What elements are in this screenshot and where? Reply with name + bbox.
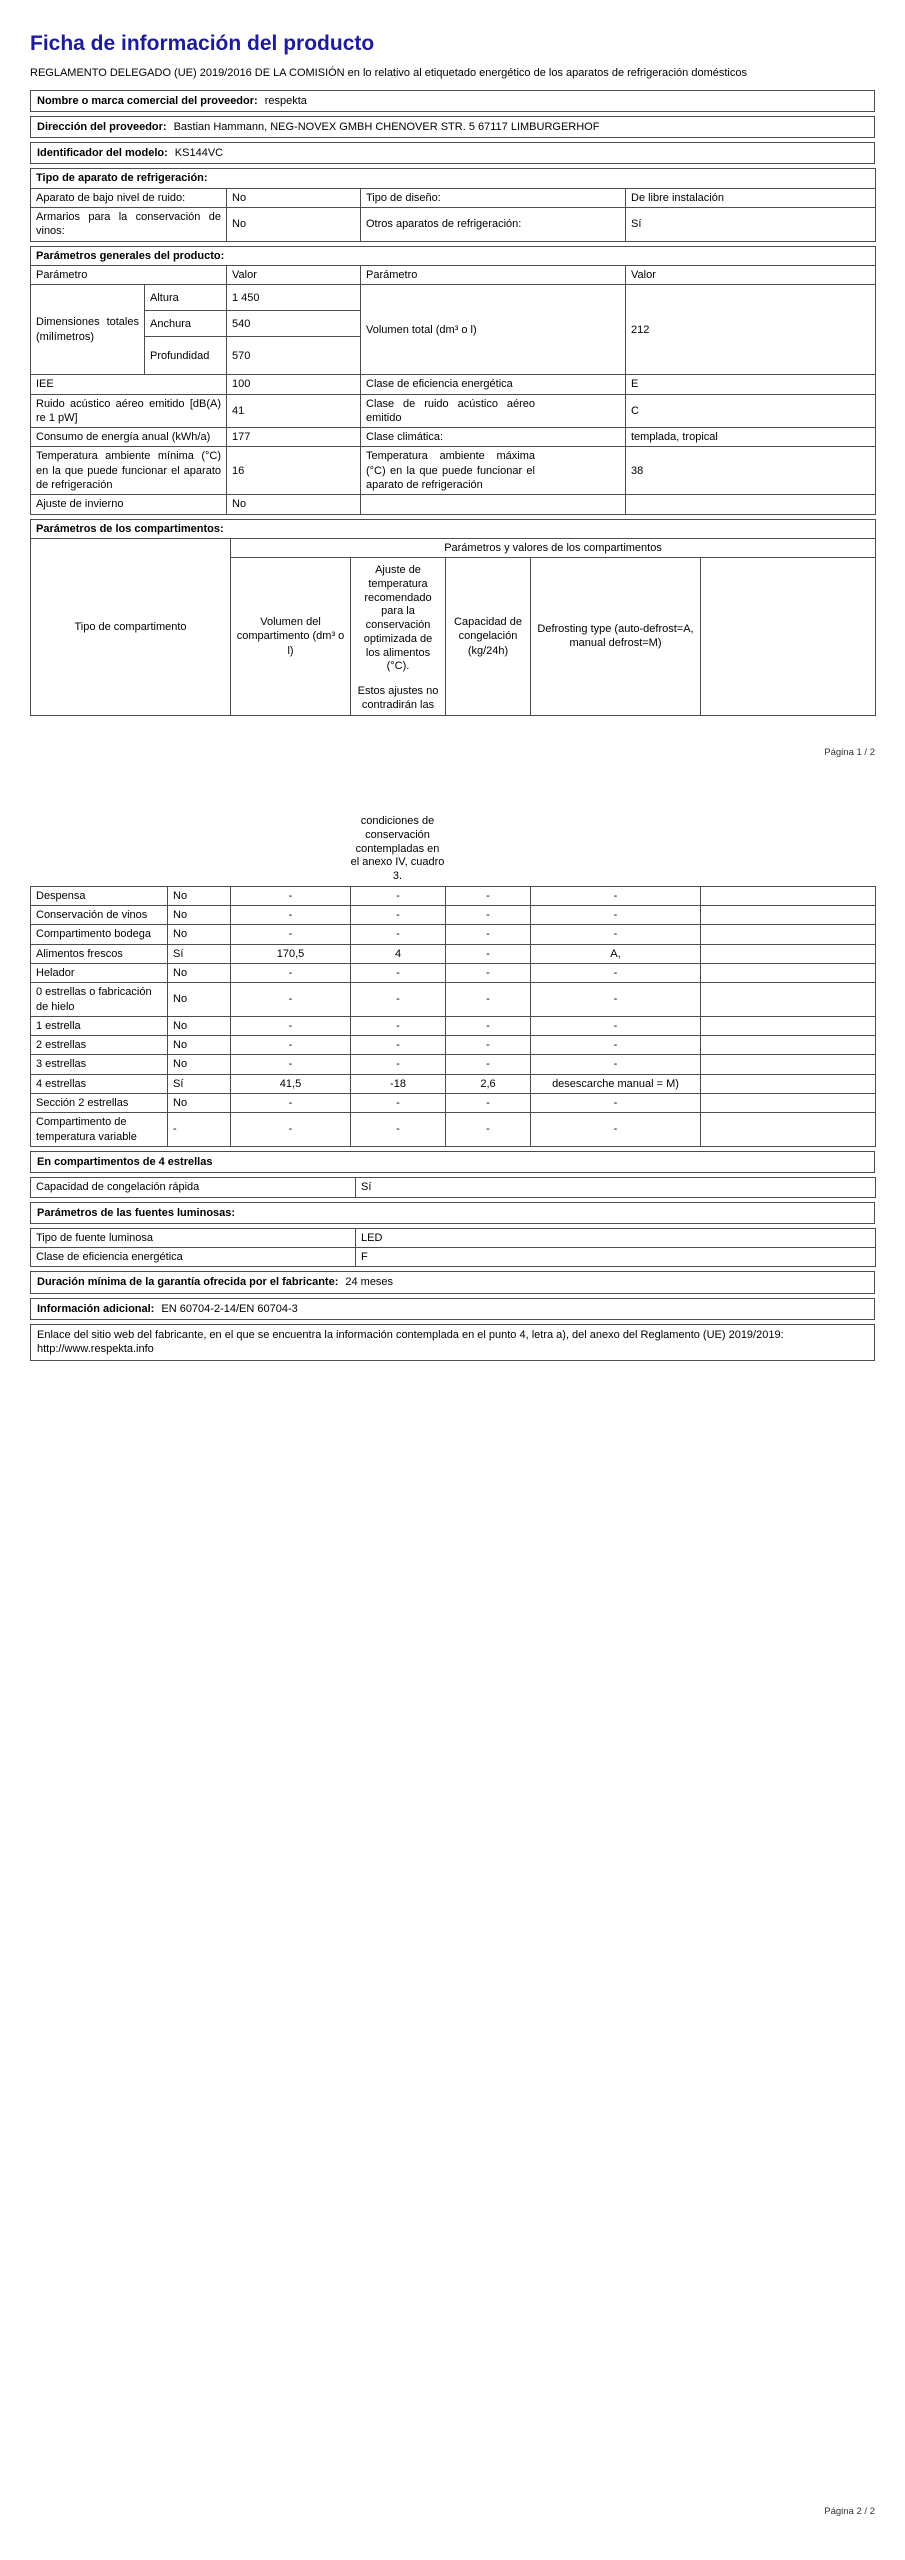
col-header-compartment-type: Tipo de compartimento	[31, 538, 231, 715]
compartment-row	[31, 906, 876, 925]
supplier-address-label: Dirección del proveedor:	[37, 120, 167, 133]
parameter-row	[31, 447, 876, 495]
compartment-empty-cell	[701, 1036, 876, 1055]
col-header-value: Valor	[626, 265, 876, 284]
compartment-empty-cell	[701, 925, 876, 944]
additional-info-label: Información adicional:	[37, 1302, 155, 1315]
compartment-name: Conservación de vinos	[31, 906, 168, 925]
compartment-row	[31, 1094, 876, 1113]
compartment-present: Sí	[168, 1074, 231, 1093]
compartment-defrost: -	[531, 1094, 701, 1113]
param-label-left: Consumo de energía anual (kWh/a)	[31, 428, 227, 447]
compartment-present: No	[168, 1016, 231, 1035]
param-label-right: Temperatura ambiente máxima (°C) en la que puede funcionar el aparato de refrigeración	[361, 447, 626, 495]
compartment-volume: -	[231, 983, 351, 1017]
compartment-name: Sección 2 estrellas	[31, 1094, 168, 1113]
dimension-name-height: Altura	[145, 285, 227, 311]
col-header-value: Valor	[227, 265, 361, 284]
warranty-row	[30, 1271, 875, 1293]
compartment-empty-cell	[701, 886, 876, 905]
compartment-defrost: -	[531, 1055, 701, 1074]
col-header-empty	[701, 558, 876, 716]
param-value-left: 16	[227, 447, 361, 495]
compartment-volume: -	[231, 1055, 351, 1074]
compartment-empty-cell	[701, 1074, 876, 1093]
parameter-row	[31, 495, 876, 514]
page-2-footer: Página 2 / 2	[824, 2505, 875, 2517]
dimension-value-height: 1 450	[227, 285, 361, 311]
page-title: Ficha de información del producto	[30, 32, 375, 55]
page-2	[0, 775, 905, 2560]
section-header-row	[31, 169, 876, 188]
compartment-capacity: -	[446, 944, 531, 963]
compartment-defrost: -	[531, 983, 701, 1017]
appliance-type-section-title: Tipo de aparato de refrigeración:	[31, 169, 876, 188]
page-1	[0, 0, 905, 775]
supplier-name-row	[30, 90, 875, 112]
compartment-row	[31, 1016, 876, 1035]
param-label-right: Otros aparatos de refrigeración:	[361, 208, 626, 242]
compartment-name: Alimentos frescos	[31, 944, 168, 963]
compartment-empty-cell	[701, 1016, 876, 1035]
page-1-content	[30, 30, 875, 716]
model-id-value: KS144VC	[174, 147, 224, 160]
light-source-label: Clase de eficiencia energética	[31, 1248, 356, 1267]
compartment-temperature: -	[351, 886, 446, 905]
param-value-left: 177	[227, 428, 361, 447]
param-value-right: C	[626, 394, 876, 428]
section-header-row	[31, 519, 876, 538]
compartment-defrost: desescarche manual = M)	[531, 1074, 701, 1093]
param-label-left: IEE	[31, 375, 227, 394]
param-label-left: Ruido acústico aéreo emitido [dB(A) re 1 pW]	[31, 394, 227, 428]
compartments-data-table	[30, 886, 876, 1147]
appliance-type-rows	[31, 188, 876, 241]
warranty-value: 24 meses	[345, 1276, 394, 1289]
light-source-row	[31, 1248, 876, 1267]
compartment-capacity: -	[446, 963, 531, 982]
compartment-present: No	[168, 1055, 231, 1074]
param-value-right: De libre instalación	[626, 188, 876, 207]
param-value-right: 38	[626, 447, 876, 495]
website-url[interactable]: http://www.respekta.info	[37, 1343, 154, 1356]
additional-info-row	[30, 1298, 875, 1320]
compartment-capacity: -	[446, 1036, 531, 1055]
compartment-temperature: -	[351, 925, 446, 944]
compartment-capacity: 2,6	[446, 1074, 531, 1093]
compartment-row	[31, 944, 876, 963]
param-value-right: E	[626, 375, 876, 394]
compartment-capacity: -	[446, 925, 531, 944]
parameter-row	[31, 428, 876, 447]
compartment-rows	[31, 886, 876, 1146]
supplier-name-value: respekta	[264, 94, 307, 107]
dimensions-label: Dimensiones totales (milímetros)	[31, 285, 145, 375]
compartment-name: 2 estrellas	[31, 1036, 168, 1055]
temperature-header-part2: Estos ajustes no contradirán las	[357, 685, 439, 711]
compartment-row	[31, 1036, 876, 1055]
compartments-section-title: Parámetros de los compartimentos:	[31, 519, 876, 538]
param-label-left: Temperatura ambiente mínima (°C) en la que puede funcionar el aparato de refrigeración	[31, 447, 227, 495]
compartment-volume: -	[231, 963, 351, 982]
compartment-volume: -	[231, 925, 351, 944]
compartment-temperature: -	[351, 906, 446, 925]
fast-freeze-label: Capacidad de congelación rápida	[31, 1178, 356, 1197]
column-header-row	[31, 265, 876, 284]
compartment-temperature: -	[351, 1113, 446, 1147]
compartment-temperature: -	[351, 1094, 446, 1113]
parameter-row	[31, 394, 876, 428]
param-value-left: 41	[227, 394, 361, 428]
compartment-capacity: -	[446, 983, 531, 1017]
fast-freeze-value: Sí	[356, 1178, 876, 1197]
compartment-present: No	[168, 1036, 231, 1055]
param-label-left: Ajuste de invierno	[31, 495, 227, 514]
parameter-row	[31, 208, 876, 242]
param-value-left: 100	[227, 375, 361, 394]
light-source-value: F	[356, 1248, 876, 1267]
compartment-temperature: -	[351, 1016, 446, 1035]
compartment-temperature: -	[351, 963, 446, 982]
compartment-empty-cell	[701, 906, 876, 925]
light-sources-table	[30, 1228, 876, 1268]
compartment-present: No	[168, 925, 231, 944]
compartment-row	[31, 963, 876, 982]
compartments-span-header: Parámetros y valores de los compartimentos	[231, 538, 876, 557]
compartments-header-table	[30, 519, 876, 716]
compartment-volume: 41,5	[231, 1074, 351, 1093]
compartment-name: Compartimento bodega	[31, 925, 168, 944]
col-header-temperature	[351, 558, 446, 716]
compartment-capacity: -	[446, 906, 531, 925]
compartment-temperature: -	[351, 983, 446, 1017]
compartment-capacity: -	[446, 1113, 531, 1147]
param-label-left: Aparato de bajo nivel de ruido:	[31, 188, 227, 207]
compartment-row	[31, 983, 876, 1017]
temperature-header-continuation: condiciones de conservación contempladas en el anexo IV, cuadro 3.	[350, 815, 445, 882]
compartment-present: Sí	[168, 944, 231, 963]
compartment-empty-cell	[701, 983, 876, 1017]
compartments-span-header-row	[31, 538, 876, 557]
compartment-volume: -	[231, 1094, 351, 1113]
light-source-row	[31, 1228, 876, 1247]
compartment-empty-cell	[701, 1055, 876, 1074]
website-text: Enlace del sitio web del fabricante, en el que se encuentra la información contemplada en el punto 4, letra a), del anexo del Reglamento (UE) 2019/2019:	[37, 1328, 784, 1341]
light-section-title: Parámetros de las fuentes luminosas:	[30, 1202, 875, 1224]
model-id-label: Identificador del modelo:	[37, 147, 168, 160]
col-header-param: Parámetro	[31, 265, 227, 284]
compartment-defrost: -	[531, 886, 701, 905]
compartment-present: No	[168, 963, 231, 982]
light-source-label: Tipo de fuente luminosa	[31, 1228, 356, 1247]
supplier-address-row	[30, 116, 875, 138]
col-header-freezing-capacity: Capacidad de congelación (kg/24h)	[446, 558, 531, 716]
compartment-volume: -	[231, 1036, 351, 1055]
compartment-name: 0 estrellas o fabricación de hielo	[31, 983, 168, 1017]
compartment-present: No	[168, 886, 231, 905]
compartment-empty-cell	[701, 1113, 876, 1147]
compartment-volume: 170,5	[231, 944, 351, 963]
col-header-volume: Volumen del compartimento (dm³ o l)	[231, 558, 351, 716]
compartment-row	[31, 1074, 876, 1093]
compartment-defrost: -	[531, 1016, 701, 1035]
compartment-name: Helador	[31, 963, 168, 982]
compartment-present: No	[168, 983, 231, 1017]
model-id-row	[30, 142, 875, 164]
compartment-present: No	[168, 1094, 231, 1113]
dimension-name-depth: Profundidad	[145, 337, 227, 375]
compartment-defrost: A,	[531, 944, 701, 963]
compartment-volume: -	[231, 906, 351, 925]
total-volume-value: 212	[626, 285, 876, 375]
compartment-defrost: -	[531, 1113, 701, 1147]
light-source-value: LED	[356, 1228, 876, 1247]
website-row	[30, 1324, 875, 1361]
supplier-name-label: Nombre o marca comercial del proveedor:	[37, 94, 258, 107]
compartment-capacity: -	[446, 1016, 531, 1035]
compartment-capacity: -	[446, 886, 531, 905]
general-parameter-rows	[31, 375, 876, 514]
param-label-left: Armarios para la conservación de vinos:	[31, 208, 227, 242]
compartment-name: Despensa	[31, 886, 168, 905]
supplier-address-value: Bastian Hammann, NEG-NOVEX GMBH CHENOVER STR. 5 67117 LIMBURGERHOF	[173, 120, 600, 133]
col-header-param: Parámetro	[361, 265, 626, 284]
regulation-paragraph: REGLAMENTO DELEGADO (UE) 2019/2016 DE LA COMISIÓN en lo relativo al etiquetado energético de los aparatos de refrigeración domésticos	[30, 67, 747, 80]
compartment-temperature: -	[351, 1055, 446, 1074]
param-value-right	[626, 495, 876, 514]
compartment-temperature: -	[351, 1036, 446, 1055]
total-volume-label: Volumen total (dm³ o l)	[361, 285, 626, 375]
dimensions-row-height	[31, 285, 876, 311]
dimension-name-width: Anchura	[145, 311, 227, 337]
warranty-label: Duración mínima de la garantía ofrecida por el fabricante:	[37, 1276, 339, 1289]
param-value-left: No	[227, 495, 361, 514]
appliance-type-table	[30, 168, 876, 241]
param-label-right	[361, 495, 626, 514]
compartment-capacity: -	[446, 1055, 531, 1074]
light-source-rows	[31, 1228, 876, 1267]
additional-info-value: EN 60704-2-14/EN 60704-3	[161, 1302, 298, 1315]
compartment-row	[31, 925, 876, 944]
compartment-present: -	[168, 1113, 231, 1147]
general-parameters-table	[30, 246, 876, 515]
page-1-footer: Página 1 / 2	[824, 746, 875, 758]
compartment-defrost: -	[531, 925, 701, 944]
compartment-temperature: -18	[351, 1074, 446, 1093]
dimension-value-depth: 570	[227, 337, 361, 375]
compartment-empty-cell	[701, 1094, 876, 1113]
param-value-left: No	[227, 188, 361, 207]
compartment-defrost: -	[531, 963, 701, 982]
fast-freeze-row	[31, 1178, 876, 1197]
temperature-header-part1: Ajuste de temperatura recomendado para la conservación optimizada de los alimentos (°C).	[363, 564, 433, 673]
compartment-empty-cell	[701, 963, 876, 982]
param-value-right: templada, tropical	[626, 428, 876, 447]
param-label-right: Tipo de diseño:	[361, 188, 626, 207]
compartment-name: 3 estrellas	[31, 1055, 168, 1074]
param-value-left: No	[227, 208, 361, 242]
param-label-right: Clase climática:	[361, 428, 626, 447]
parameter-row	[31, 188, 876, 207]
compartment-empty-cell	[701, 944, 876, 963]
general-section-title: Parámetros generales del producto:	[31, 246, 876, 265]
compartment-capacity: -	[446, 1094, 531, 1113]
compartment-name: Compartimento de temperatura variable	[31, 1113, 168, 1147]
param-label-right: Clase de ruido acústico aéreo emitido	[361, 394, 626, 428]
compartment-volume: -	[231, 1016, 351, 1035]
fast-freeze-table	[30, 1177, 876, 1197]
section-header-row	[31, 246, 876, 265]
compartment-name: 1 estrella	[31, 1016, 168, 1035]
compartment-defrost: -	[531, 1036, 701, 1055]
compartment-volume: -	[231, 886, 351, 905]
compartment-present: No	[168, 906, 231, 925]
param-value-right: Sí	[626, 208, 876, 242]
page-2-content	[30, 815, 875, 1361]
compartment-row	[31, 1055, 876, 1074]
compartment-name: 4 estrellas	[31, 1074, 168, 1093]
param-label-right: Clase de eficiencia energética	[361, 375, 626, 394]
compartment-temperature: 4	[351, 944, 446, 963]
four-star-section-title: En compartimentos de 4 estrellas	[30, 1151, 875, 1173]
compartment-volume: -	[231, 1113, 351, 1147]
compartment-row	[31, 1113, 876, 1147]
dimension-value-width: 540	[227, 311, 361, 337]
compartment-row	[31, 886, 876, 905]
compartment-defrost: -	[531, 906, 701, 925]
col-header-defrost-type: Defrosting type (auto-defrost=A, manual defrost=M)	[531, 558, 701, 716]
parameter-row	[31, 375, 876, 394]
